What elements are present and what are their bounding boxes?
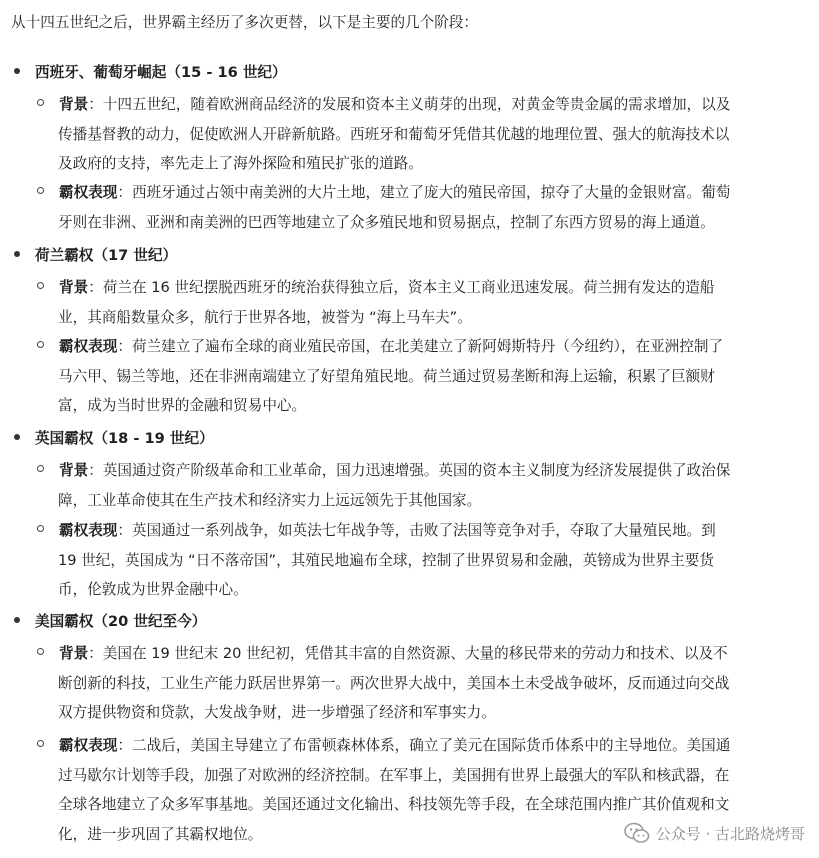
item-text: 牙则在非洲、亚洲和南美洲的巴西等地建立了众多殖民地和贸易据点，控制了东西方贸易的海上通道。 (58, 213, 715, 231)
bullet-icon (14, 434, 20, 440)
item-text: 断创新的科技，工业生产能力跃居世界第一。两次世界大战中，美国本土未受战争破坏，反而通过向交战 (58, 674, 730, 692)
list-item-background (37, 90, 807, 179)
circle-bullet-icon (37, 465, 44, 472)
list-item-hegemony (37, 516, 807, 605)
item-label: 背景 (59, 96, 89, 113)
item-text: 19 世纪，英国成为 “日不落帝国”，其殖民地遍布全球，控制了世界贸易和金融，英镑成为世界主要货 (58, 551, 714, 569)
item-text: ：十四五世纪，随着欧洲商品经济的发展和资本主义萌芽的出现，对黄金等贵金属的需求增加，以及 (88, 96, 731, 113)
era-period: （17 世纪） (93, 247, 178, 264)
circle-bullet-icon (37, 341, 44, 348)
bullet-icon (14, 68, 20, 74)
item-text: ：荷兰在 16 世纪摆脱西班牙的统治获得独立后，资本主义工商业迅速发展。荷兰拥有发达的造船 (88, 279, 715, 296)
list-item-background (37, 639, 807, 728)
era-heading-netherlands (14, 243, 177, 269)
era-period: （20 世纪至今） (93, 613, 207, 630)
item-text: ：荷兰建立了遍布全球的商业殖民帝国，在北美建立了新阿姆斯特丹（今纽约），在亚洲控制了 (117, 338, 724, 355)
item-text: 障，工业革命使其在生产技术和经济实力上远远领先于其他国家。 (58, 491, 482, 509)
item-label: 背景 (59, 645, 89, 662)
era-heading-usa (14, 609, 206, 635)
watermark (624, 822, 805, 844)
list-item-hegemony (37, 178, 807, 237)
era-title: 美国霸权 (35, 613, 94, 630)
item-text: 业，其商船数量众多，航行于世界各地，被誉为 “海上马车夫”。 (58, 308, 472, 326)
item-text: ：英国通过一系列战争，如英法七年战争等，击败了法国等竞争对手，夺取了大量殖民地。到 (117, 522, 716, 539)
item-text: 富，成为当时世界的金融和贸易中心。 (58, 397, 307, 414)
wechat-icon (624, 822, 650, 844)
watermark-text: 公众号 · 古北路烧烤哥 (655, 824, 805, 843)
item-text: 马六甲、锡兰等地，还在非洲南端建立了好望角殖民地。荷兰通过贸易垄断和海上运输，积累了巨额财 (58, 367, 715, 385)
item-text: ：西班牙通过占领中南美洲的大片土地，建立了庞大的殖民帝国，掠夺了大量的金银财富。葡萄 (117, 184, 731, 201)
era-title: 西班牙、葡萄牙崛起 (35, 64, 167, 81)
circle-bullet-icon (37, 740, 44, 747)
bullet-icon (14, 251, 20, 257)
item-text: 传播基督教的动力，促使欧洲人开辟新航路。西班牙和葡萄牙凭借其优越的地理位置、强大的航海技术以 (58, 125, 730, 143)
circle-bullet-icon (37, 187, 44, 194)
list-item-background (37, 456, 807, 515)
era-heading-britain (14, 426, 214, 452)
item-text: 化，进一步巩固了其霸权地位。 (58, 825, 263, 843)
circle-bullet-icon (37, 99, 44, 106)
circle-bullet-icon (37, 525, 44, 532)
item-text: 过马歇尔计划等手段，加强了对欧洲的经济控制。在军事上，美国拥有世界上最强大的军队和核武器，在 (58, 766, 730, 784)
item-text: 双方提供物资和贷款，大发战争财，进一步增强了经济和军事实力。 (58, 704, 496, 721)
item-text: 及政府的支持，率先走上了海外探险和殖民扩张的道路。 (58, 155, 423, 172)
item-text: 币，伦敦成为世界金融中心。 (58, 581, 248, 598)
era-period: （15 - 16 世纪） (166, 64, 287, 81)
era-period: （18 - 19 世纪） (93, 430, 214, 447)
intro-text: 从十四五世纪之后，世界霸主经历了多次更替，以下是主要的几个阶段： (11, 14, 479, 31)
item-text: ：美国在 19 世纪末 20 世纪初，凭借其丰富的自然资源、大量的移民带来的劳动力和技术、以及不 (88, 645, 728, 662)
item-text: ：二战后，美国主导建立了布雷顿森林体系，确立了美元在国际货币体系中的主导地位。美国通 (117, 737, 731, 754)
circle-bullet-icon (37, 648, 44, 655)
item-label: 霸权表现 (59, 184, 118, 201)
item-label: 霸权表现 (59, 522, 118, 539)
item-text: 全球各地建立了众多军事基地。美国还通过文化输出、科技领先等手段，在全球范围内推广其价值观和文 (58, 796, 730, 813)
era-heading-spain-portugal (14, 60, 287, 86)
bullet-icon (14, 617, 20, 623)
list-item-background (37, 273, 807, 332)
era-title: 荷兰霸权 (35, 247, 94, 264)
item-text: ：英国通过资产阶级革命和工业革命，国力迅速增强。英国的资本主义制度为经济发展提供了政治保 (88, 462, 731, 479)
list-item-hegemony (37, 332, 807, 421)
circle-bullet-icon (37, 282, 44, 289)
item-label: 背景 (59, 462, 89, 479)
era-title: 英国霸权 (35, 430, 94, 447)
item-label: 霸权表现 (59, 737, 118, 754)
item-label: 背景 (59, 279, 89, 296)
item-label: 霸权表现 (59, 338, 118, 355)
